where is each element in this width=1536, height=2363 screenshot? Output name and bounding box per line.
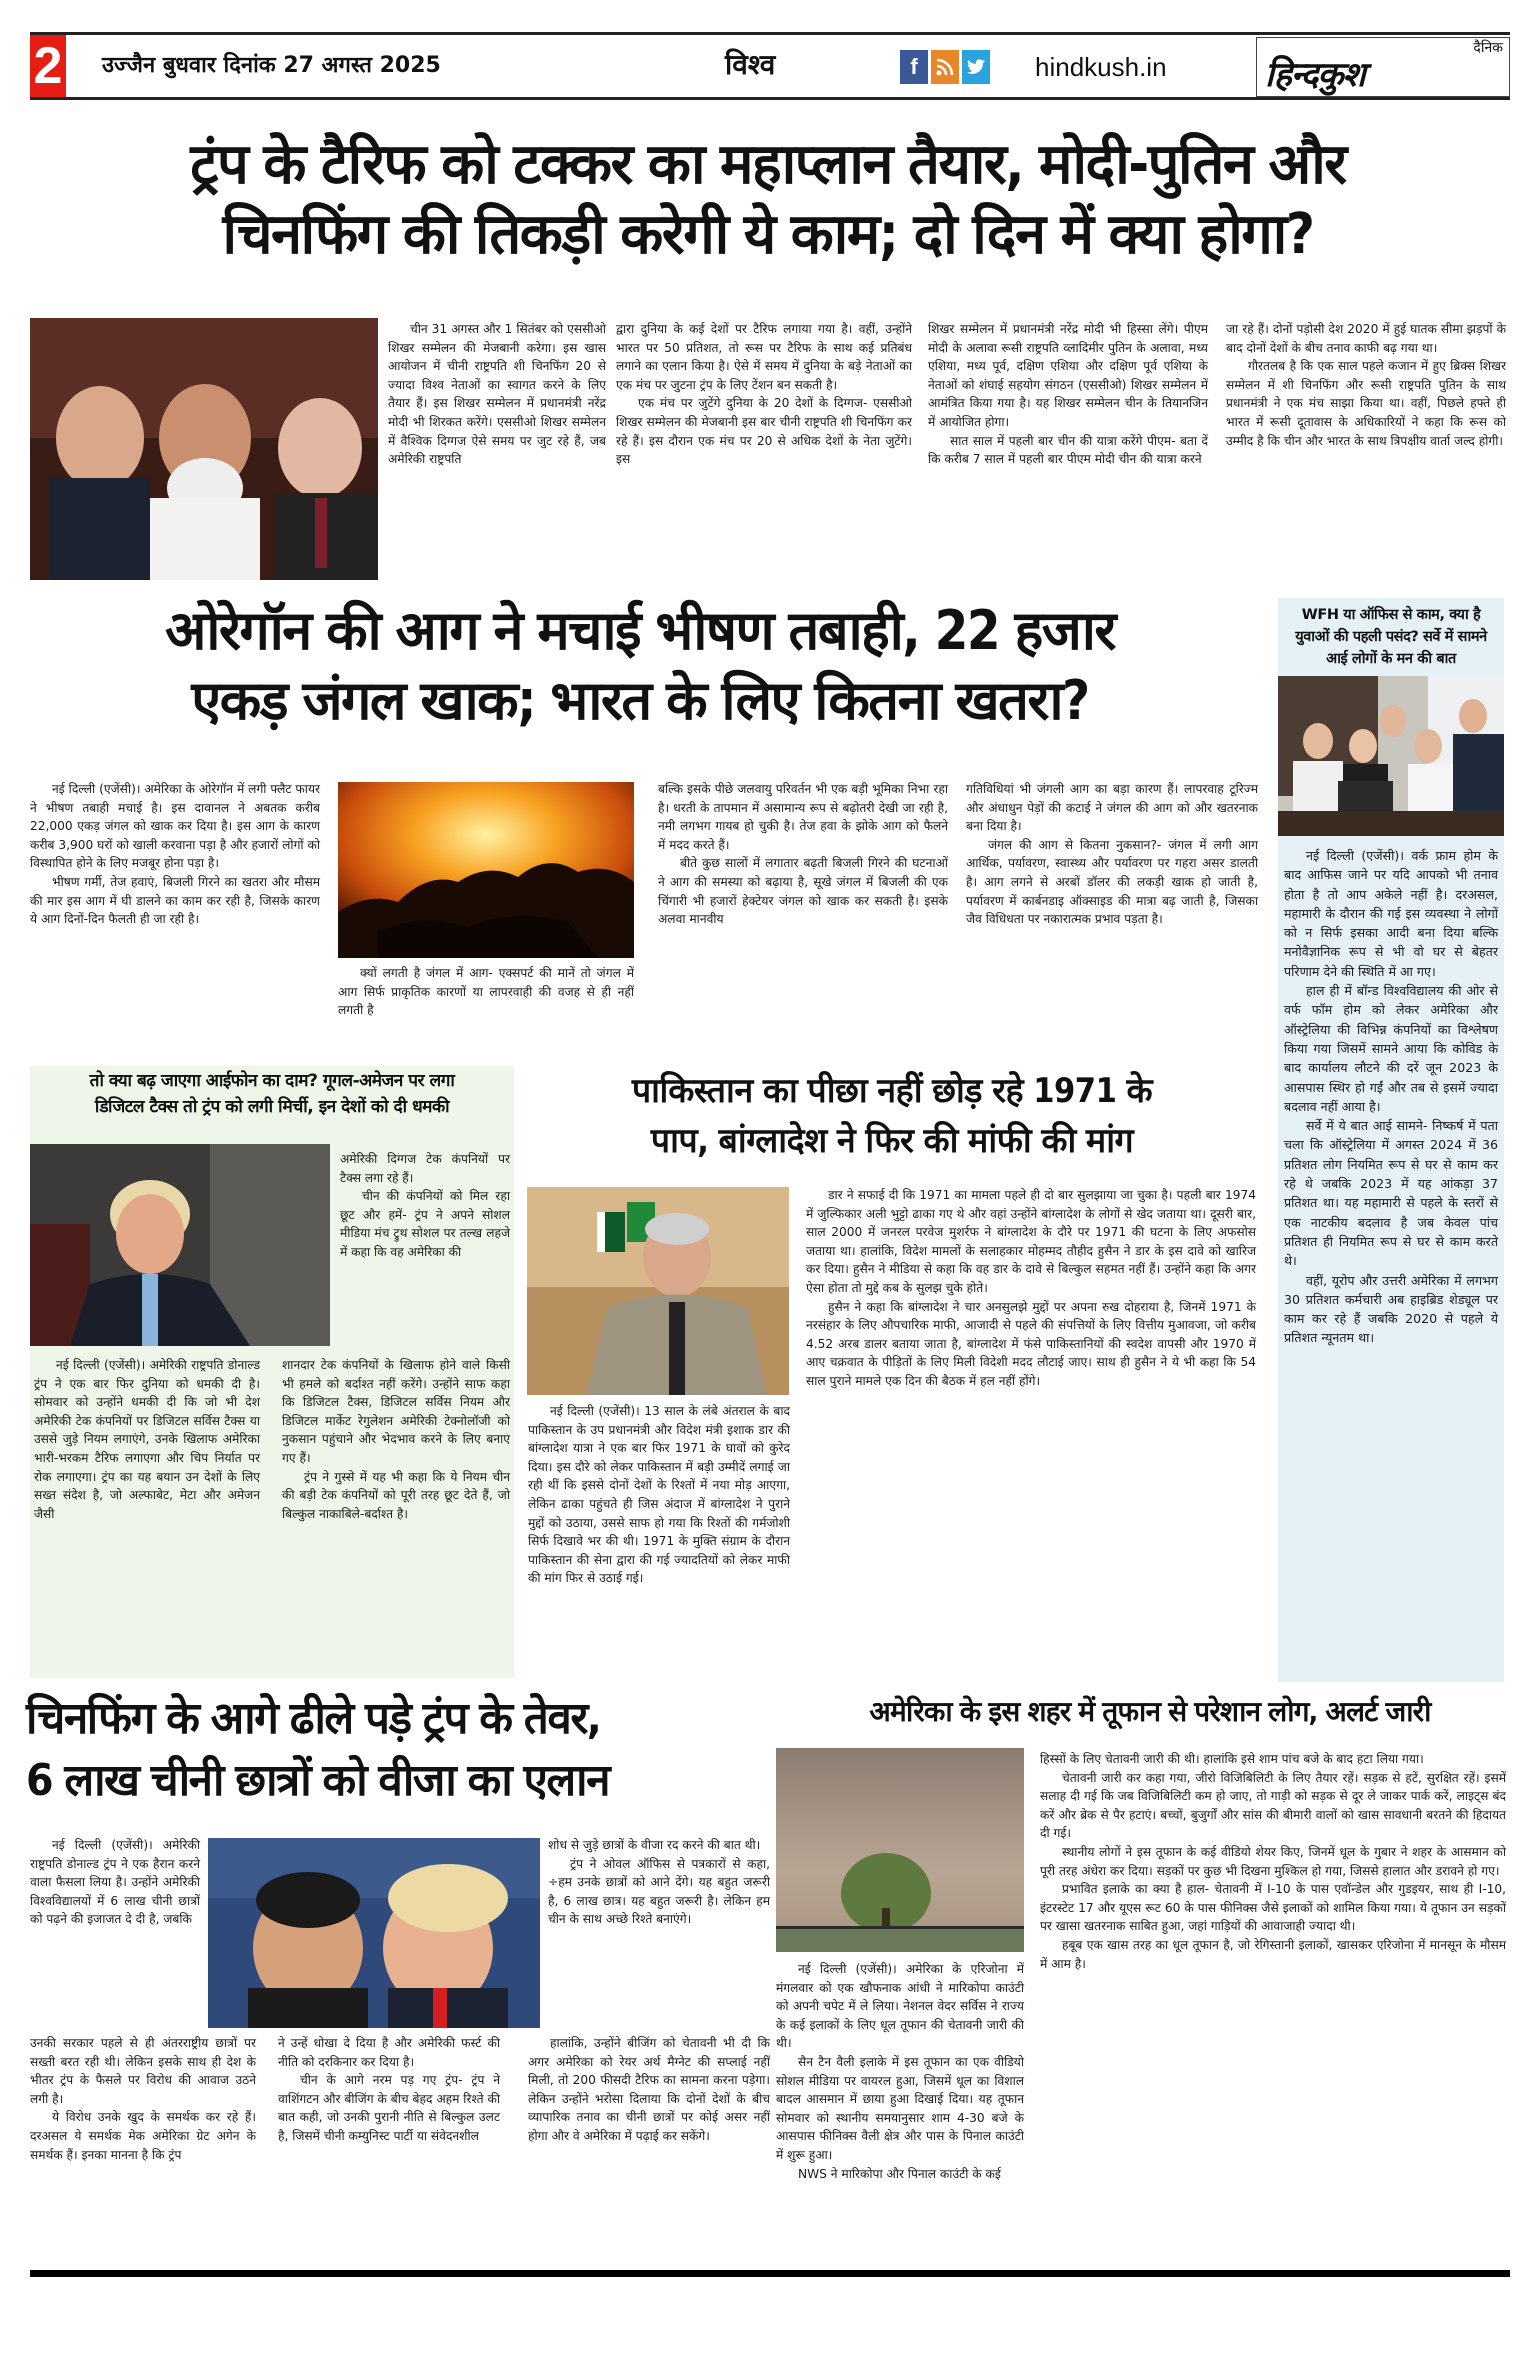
story7-paragraph: चेतावनी जारी कर कहा गया, जीरो विजिबिलिटी के लिए तैयार रहें। सड़क से हटें, सुरक्षित रहें। इसमें सलाह दी गई कि जब विजिबिलिटी कम हो जाए, तो गाड़ी को सड़क से दूर ले जाकर पार्क करें, लाइट्स बंद करें और ब्रेक से पैर हटाएं। बच्चों, बुजुर्गों और सांस की बीमारी वालों को खास सावधानी बरतने की हिदायत दी गई। — [1040, 1770, 1506, 1841]
story5-col1 — [528, 1402, 790, 1588]
story4-box — [30, 1066, 514, 1678]
story2-paragraph: भीषण गर्मी, तेज हवाएं, बिजली गिरने का खतरा और मौसम की मार इस आग में घी डालने का काम कर रही है, जिसके कारण ये आग दिनों-दिन फैलती ही जा रही है। — [30, 874, 320, 927]
story4-paragraph: चीन की कंपनियों को मिल रहा छूट और हमें- ट्रंप ने अपने सोशल मीडिया मंच ट्रुथ सोशल पर तल्ख लहजे में कहा कि वह अमेरिका की — [340, 1189, 510, 1259]
story6-paragraph: हालांकि, उन्होंने बीजिंग को चेतावनी भी दी कि अगर अमेरिका को रेयर अर्थ मैग्नेट की सप्लाई नहीं मिली, तो 200 फीसदी टैरिफ का सामना करना पड़ेगा। लेकिन उन्होंने भरोसा दिलाया कि दोनों देशों के बीच व्यापारिक तनाव का चीनी छात्रों पर कोई असर नहीं होगा और वे अमेरिका में पढ़ाई कर सकेंगे। — [528, 2036, 770, 2143]
story4-photo-trump — [30, 1144, 330, 1346]
story1-paragraph: सात साल में पहली बार चीन की यात्रा करेंगे पीएम- बता दें कि करीब 7 साल में पहली बार पीएम मोदी चीन की यात्रा करने — [928, 433, 1208, 467]
story6-col2 — [278, 2034, 500, 2146]
story3-photo-office — [1278, 676, 1504, 836]
story4-col2 — [282, 1356, 510, 1523]
story2-paragraph: जंगल की आग से कितना नुकसान?- जंगल में लगी आग आर्थिक, पर्यावरण, स्वास्थ्य और पर्यावरण पर गहरा असर डालती है। आग लगने से अरबों डॉलर की लकड़ी खाक हो जाती है, पर्यावरण में कार्बनडाइ ऑक्साइड की मात्रा बढ़ जाती है, जिसका जैव विधिधता पर नकारात्मक प्रभाव पड़ता है। — [966, 837, 1258, 927]
story7-col2 — [1040, 1750, 1506, 1973]
story1-headline-line2: चिनफिंग की तिकड़ी करेगी ये काम; दो दिन में क्या होगा? — [222, 202, 1314, 267]
story1-col4 — [1226, 320, 1506, 450]
story6-paragraph: ट्रंप ने ओवल ऑफिस से पत्रकारों से कहा, ÷हम उनके छात्रों को आने देंगे। यह बहुत जरूरी है, 6 लाख छात्र। यह बहुत जरूरी है। लेकिन हम चीन के साथ अच्छे रिश्ते बनाएंगे। — [548, 1856, 770, 1927]
story7-headline: अमेरिका के इस शहर में तूफान से परेशान लोग, अलर्ट जारी — [869, 1695, 1431, 1728]
dateline: उज्जैन बुधवार दिनांक 27 अगस्त 2025 — [102, 53, 441, 78]
story4-headline-line2: डिजिटल टैक्स तो ट्रंप को लगी मिर्ची, इन देशों को दी धमकी — [94, 1097, 450, 1117]
story3-paragraph: नई दिल्ली (एजेंसी)। वर्क फ्राम होम के बाद आफिस जाने पर यदि आपको भी तनाव होता है तो आप अकेले नहीं है। दरअसल, महामारी के दौरान की गई इस व्यवस्था ने लोगों को न सिर्फ इसका आदी बना दिया बल्कि मनोवैज्ञानिक रूप से भी वो घर से बेहतर परिणाम देने की स्थिति में आ गए। — [1284, 848, 1498, 979]
story6-paragraph: ये विरोध उनके खुद के समर्थक कर रहे हैं। दरअसल ये समर्थक मेक अमेरिका ग्रेट अगेन के समर्थक हैं। इनका मानना है कि ट्रंप — [30, 2110, 256, 2162]
story6-paragraph: ने उन्हें धोखा दे दिया है और अमेरिकी फर्स्ट की नीति को दरकिनार कर दिया है। — [278, 2036, 500, 2069]
story1-paragraph: द्वारा दुनिया के कई देशों पर टैरिफ लगाया गया है। वहीं, उन्होंने भारत पर 50 प्रतिशत, तो रूस पर टैरिफ के साथ कई प्रतिबंध लगाने का एलान किया है। ऐसे में समय में दुनिया के बड़े नेताओं का एक मंच पर जुटना ट्रंप के लिए टेंशन बन सकती है। — [616, 322, 912, 392]
story4-side-text — [340, 1150, 510, 1262]
story5-paragraph: नई दिल्ली (एजेंसी)। 13 साल के लंबे अंतराल के बाद पाकिस्तान के उप प्रधानमंत्री और विदेश मंत्री इशाक डार की बांग्लादेश यात्रा ने एक बार फिर 1971 के घावों को कुरेद दिया। इस दौरे को लेकर पाकिस्तान में बड़ी उम्मीदें लगाई जा रही थीं कि इससे दोनों देशों के रिश्तों में नया मोड़ आएगा, लेकिन ढाका पहुंचते ही जिस अंदाज में बांग्लादेश ने पुराने मुद्दों को उठाया, उससे साफ हो गया कि रिश्तों की गर्मजोशी सिर्फ दिखावे भर की थी। 1971 के मुक्ति संग्राम के दौरान पाकिस्तान की सेना द्वारा की गई ज्यादतियों को लेकर माफी की मांग फिर से उठाई गई। — [528, 1404, 790, 1586]
story2-col2 — [338, 964, 634, 1020]
story6-paragraph: चीन के आगे नरम पड़ गए ट्रंप- ट्रंप ने वाशिंगटन और बीजिंग के बीच बेहद अहम रिश्ते की बात कही, जो उनकी पुरानी नीति से बिल्कुल उलट है, जिसमें चीनी कम्युनिस्ट पार्टी या संवेदनशील — [278, 2073, 500, 2143]
story6-col1-bottom — [30, 2034, 256, 2164]
logo-name: हिन्दकुश — [1265, 55, 1365, 95]
section-name: विश्व — [725, 48, 776, 81]
story1-col3 — [928, 320, 1208, 469]
story6-col3-bottom — [528, 2034, 770, 2146]
story1-paragraph: जा रहे हैं। दोनों पड़ोसी देश 2020 में हुई घातक सीमा झड़पों के बाद दोनों देशों के बीच तनाव काफी बढ़ गया था। — [1226, 322, 1506, 355]
story7-paragraph: NWS ने मारिकोपा और पिनाल काउंटी के कई — [798, 2166, 1001, 2181]
story2-headline-line2: एकड़ जंगल खाक; भारत के लिए कितना खतरा? — [191, 669, 1089, 732]
story1-headline — [20, 130, 1516, 270]
story4-paragraph: ट्रंप ने गुस्से में यह भी कहा कि ये नियम चीन की बड़ी टेक कंपनियों को पूरी तरह छूट देते हैं, जो बिल्कुल नाकाबिले-बर्दाश्त है। — [282, 1469, 510, 1521]
story4-headline-line1: तो क्या बढ़ जाएगा आईफोन का दाम? गूगल-अमेजन पर लगा — [89, 1071, 455, 1091]
story2-paragraph: नई दिल्ली (एजेंसी)। अमेरिका के ओरेगॉन में लगी फ्लैट फायर ने भीषण तबाही मचाई है। इस दावानल ने अबतक करीब 22,000 एकड़ जंगल को खाक कर दिया है। इस आग के कारण करीब 3,900 घरों को खाली करवाना पड़ा है और हजारों लोगों को विस्थापित होने के लिए मजबूर होना पड़ा है। — [30, 782, 320, 871]
story7-paragraph: हिस्सों के लिए चेतावनी जारी की थी। हालांकि इसे शाम पांच बजे के बाद हटा लिया गया। — [1040, 1752, 1424, 1766]
story4-paragraph: अमेरिकी दिग्गज टेक कंपनियों पर टैक्स लगा रहे हैं। — [340, 1152, 510, 1185]
story1-col1 — [388, 320, 606, 469]
story6-headline-line2: 6 लाख चीनी छात्रों को वीजा का एलान — [26, 1755, 609, 1806]
bottom-rule — [30, 2270, 1510, 2277]
story1-paragraph: शिखर सम्मेलन में प्रधानमंत्री नरेंद्र मोदी भी हिस्सा लेंगे। पीएम मोदी के अलावा रूसी राष्ट्रपति व्लादिमीर पुतिन के अलावा, मध्य एशिया, मध्य पूर्व, दक्षिण एशिया और दक्षिण पूर्व एशिया के नेताओं को शंघाई सहयोग संगठन (एससीओ) शिखर सम्मेलन में आमंत्रित किया गया है। यह शिखर सम्मेलन चीन के तियानजिन में आयोजित होगा। — [928, 322, 1208, 429]
story7-paragraph: स्थानीय लोगों ने इस तूफान के कई वीडियो शेयर किए, जिनमें धूल के गुबार ने शहर के आसमान को पूरी तरह अंधेरा कर दिया। सड़कों पर कुछ भी दिखना मुश्किल हो गया, जिससे हालात और डरावने हो गए। — [1040, 1844, 1506, 1878]
story3-box — [1278, 598, 1504, 1682]
story2-photo-wildfire — [338, 782, 634, 958]
facebook-icon[interactable]: f — [900, 50, 928, 84]
story3-paragraph: वहीं, यूरोप और उत्तरी अमेरिका में लगभग 30 प्रतिशत कर्मचारी अब हाइब्रिड शेड्यूल पर काम कर रहे हैं जबकि 2020 से पहले ये प्रतिशत न्यूनतम था। — [1284, 1272, 1498, 1346]
story7-paragraph: नई दिल्ली (एजेंसी)। अमेरिका के एरिजोना में मंगलवार को एक खौफनाक आंधी ने मारिकोपा काउंटी को अपनी चपेट में ले लिया। नेशनल वेदर सर्विस ने राज्य के कई इलाकों के लिए धूल तूफान की चेतावनी जारी की थी। — [776, 1962, 1024, 2051]
story1-headline-line1: ट्रंप के टैरिफ को टक्कर का महाप्लान तैयार, मोदी-पुतिन और — [190, 132, 1346, 197]
story6-paragraph: उनकी सरकार पहले से ही अंतरराष्ट्रीय छात्रों पर सख्ती बरत रही थी। लेकिन इसके साथ ही देश के भीतर ट्रंप के फैसले पर विरोध की आवाज उठने लगी है। — [30, 2036, 256, 2106]
website-link[interactable]: hindkush.in — [1035, 52, 1167, 82]
story7-paragraph: सैन टैन वैली इलाके में इस तूफान का एक वीडियो सोशल मीडिया पर वायरल हुआ, जिसमें धूल का विशाल बादल आसमान में छाया हुआ दिखाई दिया। यह तूफान सोमवार को स्थानीय समयानुसार शाम 4-30 बजे के आसपास फीनिक्स वैली क्षेत्र और पास के पिनाल काउंटी में शुरू हुआ। — [776, 2054, 1024, 2162]
story6-col1-top — [30, 1836, 200, 1929]
page-number: 2 — [30, 35, 66, 97]
story6-photo-xi-trump — [208, 1838, 540, 2028]
twitter-icon[interactable] — [962, 50, 990, 84]
story3-paragraph: हाल ही में बॉन्ड विश्वविद्यालय की ओर से वर्फ फॉम होम को लेकर अमेरिका और ऑस्ट्रेलिया की विभिन्न कंपनियों का विश्लेषण किया गया जिसमें सामने आया कि कोविड के बाद कार्यालय लौटने की दरें जून 2023 के आसपास स्थिर हो गईं और तब से इसमें ज्यादा बदलाव नहीं आया है। — [1284, 983, 1498, 1114]
story5-headline-line1: पाकिस्तान का पीछा नहीं छोड़ रहे 1971 के — [631, 1071, 1153, 1111]
rss-icon[interactable] — [931, 50, 959, 84]
story2-paragraph: क्यों लगती है जंगल में आग- एक्सपर्ट की मानें तो जंगल में आग सिर्फ प्राकृतिक कारणों या लापरवाही की वजह से ही नहीं लगती है — [338, 966, 634, 1018]
story7-paragraph: हबूब एक खास तरह का धूल तूफान है, जो रेगिस्तानी इलाकों, खासकर एरिजोना में मानसून के मौसम में आम है। — [1040, 1937, 1506, 1971]
story1-paragraph: गौरतलब है कि एक साल पहले कजान में हुए ब्रिक्स शिखर सम्मेलन में शी चिनफिंग और रूसी राष्ट्रपति पुतिन के साथ प्रधानमंत्री ने एक मंच साझा किया था। वहीं, पिछले हफ्ते ही भारत में रूसी दूतावास के अधिकारियों ने कहा कि रूस को उम्मीद है कि चीन और भारत के साथ त्रिपक्षीय वार्ता जल्द होगी। — [1226, 359, 1506, 448]
story3-headline: WFH या ऑफिस से काम, क्या है युवाओं की पहली पसंद? सर्वे में सामने आई लोगों के मन की बात — [1295, 607, 1487, 667]
story7-col1 — [776, 1960, 1024, 2183]
story4-col1 — [34, 1356, 260, 1523]
story7-paragraph: प्रभावित इलाके का क्या है हाल- चेतावनी में I-10 के पास एवॉन्डेल और गुडइयर, साथ ही I-10, इंटरस्टेट 17 और यूएस रूट 60 के पास फीनिक्स जैसे इलाकों को शामिल किया गया। ये तूफान उन सड़कों पर खासा खतरनाक साबित हुआ, जहां गाड़ियों की आवाजाही ज्यादा थी। — [1040, 1882, 1506, 1934]
story4-headline — [30, 1066, 514, 1120]
story1-col2 — [616, 320, 912, 469]
story2-col4 — [966, 780, 1258, 929]
story2-headline-line1: ओरेगॉन की आग ने मचाई भीषण तबाही, 22 हजार — [165, 599, 1115, 662]
story5-col2 — [806, 1186, 1256, 1391]
story6-headline-line1: चिनफिंग के आगे ढीले पड़े ट्रंप के तेवर, — [26, 1693, 601, 1744]
story3-body — [1278, 836, 1504, 1348]
story6-paragraph: नई दिल्ली (एजेंसी)। अमेरिकी राष्ट्रपति डोनाल्ड ट्रंप ने एक हैरान करने वाला फैसला लिया है। उन्होंने अमेरिकी विश्वविद्यालयों में 6 लाख चीनी छात्रों को पढ़ने की इजाजत दे दी है, जबकि — [30, 1838, 200, 1927]
story4-paragraph: नई दिल्ली (एजेंसी)। अमेरिकी राष्ट्रपति डोनाल्ड ट्रंप ने एक बार फिर दुनिया को धमकी दी है। सोमवार को उन्होंने धमकी दी कि जो भी देश अमेरिकी टेक कंपनियों पर डिजिटल सर्विस टैक्स या उससे जुड़े नियम लगाएंगे, उनके खिलाफ अमेरिका भारी-भरकम टैरिफ लगाएगा और चिप निर्यात पर रोक लगाएगा। ट्रंप का यह बयान उन देशों के लिए सख्त संदेश है, जो अल्फाबेट, मेटा और अमेजन जैसी — [34, 1358, 260, 1521]
story7-photo-duststorm — [776, 1748, 1024, 1952]
story6-paragraph: शोध से जुड़े छात्रों के वीजा रद करने की बात थी। — [548, 1838, 761, 1852]
story2-headline — [20, 596, 1260, 736]
story2-col3 — [658, 780, 948, 929]
story5-headline — [520, 1066, 1264, 1166]
story1-paragraph: चीन 31 अगस्त और 1 सितंबर को एससीओ शिखर सम्मेलन की मेजबानी करेगा। इस खास आयोजन में चीनी राष्ट्रपति शी चिनफिंग 20 से ज्यादा विश्व नेताओं का स्वागत करने के लिए तैयार हैं। इस शिखर सम्मेलन में प्रधानमंत्री नरेंद्र मोदी भी शिरकत करेंगे। एससीओ शिखर सम्मेलन में वैश्विक दिग्गज ऐसे समय पर जुट रहे हैं, जब अमेरिकी राष्ट्रपति — [388, 322, 606, 467]
story6-col3-top — [548, 1836, 770, 1929]
newspaper-logo — [1256, 37, 1510, 97]
story3-paragraph: सर्वे में ये बात आई सामने- निष्कर्ष में पता चला कि ऑस्ट्रेलिया में अगस्त 2024 में 36 प्रतिशत लोग नियमित रूप से घर से काम कर रहे थे जबकि 2023 में यह आंकड़ा 37 प्रतिशत था। यह महामारी से पहले के स्तरों से एक नाटकीय बदलाव है जब केवल पांच प्रतिशत ही नियमित रूप से घर से काम करते थे। — [1284, 1118, 1498, 1269]
story5-paragraph: डार ने सफाई दी कि 1971 का मामला पहले ही दो बार सुलझाया जा चुका है। पहली बार 1974 में जुल्फिकार अली भुट्टो ढाका गए थे और वहां उन्होंने बांग्लादेश के लोगों से खेद जताया था। दूसरी बार, साल 2000 में जनरल परवेज मुशर्रफ ने बांग्लादेश के दौरे पर 1971 की घटना के लिए अफसोस जताया था। हालांकि, विदेश मामलों के सलाहकार मोहम्मद तौहीद हुसैन ने डार के इस दावे को खारिज कर दिया। हुसैन ने मीडिया से कहा कि वह डार के दावे से बिल्कुल सहमत नहीं हैं। उन्होंने कहा कि अगर ऐसा होता तो मुद्दे कब के सुलझ चुके होते। — [806, 1188, 1256, 1295]
story5-paragraph: हुसैन ने कहा कि बांग्लादेश ने चार अनसुलझे मुद्दों पर अपना रुख दोहराया है, जिनमें 1971 के नरसंहार के लिए औपचारिक माफी, आजादी से पहले की संपत्तियों के लिए वित्तीय मुआवजा, जो करीब 4.52 अरब डालर बताया जाता है, बांग्लादेश में फंसे पाकिस्तानियों की स्वदेश वापसी और 1970 में आए चक्रवात के पीड़ितों के लिए मिली विदेशी मदद लौटाई जाए। साथ ही हुसैन ने ये भी कहा कि 54 साल पुराने मामले एक दिन की बैठक में हल नहीं होंगे। — [806, 1299, 1256, 1388]
story2-col1 — [30, 780, 320, 929]
logo-small-text: दैनिक — [1473, 40, 1503, 56]
story1-photo-leaders — [30, 318, 378, 580]
story5-headline-line2: पाप, बांग्लादेश ने फिर की मांफी की मांग — [650, 1121, 1134, 1161]
story2-paragraph: बीते कुछ सालों में लगातार बढ़ती बिजली गिरने की घटनाओं ने आग की समस्या को बढ़ाया है, सूखे जंगल में बिजली की एक चिंगारी भी हजारों हेक्टेयर जंगल को खाक कर सकती है। इसके अलवा मानवीय — [658, 856, 948, 927]
story1-paragraph: एक मंच पर जुटेंगे दुनिया के 20 देशों के दिग्गज- एससीओ शिखर सम्मेलन की मेजबानी इस बार चीनी राष्ट्रपति शी चिनफिंग कर रहे हैं। इस दौरान एक मंच पर 20 से अधिक देशों के नेता जुटेंगे। इस — [616, 396, 912, 467]
story2-paragraph: बल्कि इसके पीछे जलवायु परिवर्तन भी एक बड़ी भूमिका निभा रहा है। धरती के तापमान में असामान्य रूप से बढ़ोतरी देखी जा रही है, नमी लगभग गायब हो चुकी है। तेज हवा के झोके आग को फैलने में मदद करते हैं। — [658, 782, 948, 852]
story2-paragraph: गतिविधियां भी जंगली आग का बड़ा कारण हैं। लापरवाह टूरिज्म और अंधाधुन पेड़ों की कटाई ने जंगल की आग को और खतरनाक बना दिया है। — [966, 782, 1258, 834]
masthead — [30, 32, 1510, 100]
social-links — [900, 50, 990, 84]
story6-headline — [20, 1688, 780, 1812]
story5-photo-minister — [527, 1187, 789, 1395]
story4-paragraph: शानदार टेक कंपनियों के खिलाफ होने वाले किसी भी हमले को बर्दाश्त नहीं करेंगे। उन्होंने साफ कहा कि डिजिटल टैक्स, डिजिटल सर्विस नियम और डिजिटल मार्केट रेगुलेशन अमेरिकी टेक्नोलॉजी को नुकसान पहुंचाने और भेदभाव करने के लिए बनाए गए हैं। — [282, 1358, 510, 1465]
